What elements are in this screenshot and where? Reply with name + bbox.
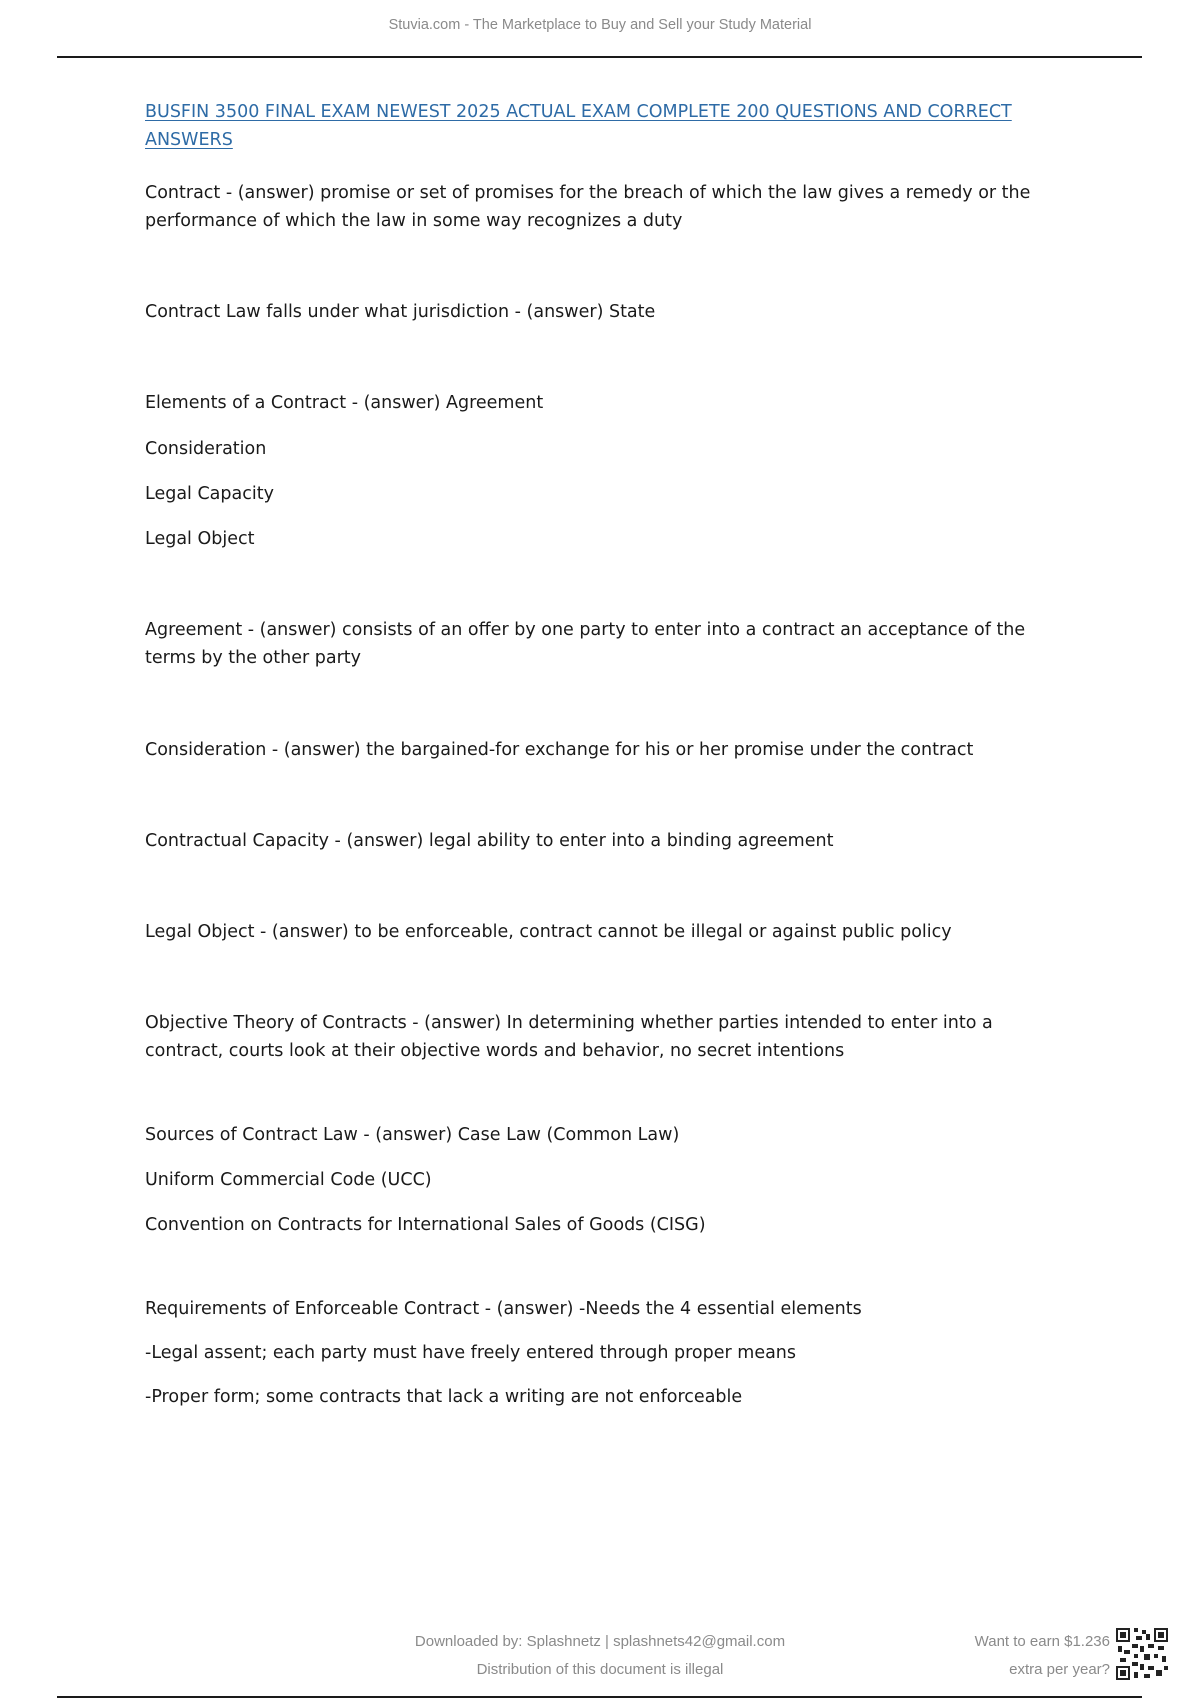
entry-line: Elements of a Contract - (answer) Agreement xyxy=(145,393,544,413)
qa-entry xyxy=(145,1295,1095,1411)
entry-line: contract, courts look at their objective words and behavior, no secret intentions xyxy=(145,1041,845,1061)
document-body xyxy=(145,98,1095,1411)
qa-entry xyxy=(145,827,1095,855)
entry-line: Legal Object - (answer) to be enforceable, contract cannot be illegal or against public policy xyxy=(145,922,952,942)
site-header: Stuvia.com - The Marketplace to Buy and Sell your Study Material xyxy=(388,17,812,33)
qa-entry xyxy=(145,918,1095,946)
qr-code-icon[interactable] xyxy=(1116,1628,1168,1680)
page-footer xyxy=(0,1628,1200,1688)
distribution-notice: Distribution of this document is illegal xyxy=(476,1661,724,1678)
entry-line: Legal Object xyxy=(145,529,255,549)
entry-line: Consideration - (answer) the bargained-for exchange for his or her promise under the contract xyxy=(145,740,974,760)
downloaded-by-text: Downloaded by: Splashnetz | splashnets42@gmail.com xyxy=(414,1633,786,1650)
entry-line: terms by the other party xyxy=(145,648,361,668)
qa-entry xyxy=(145,389,1095,553)
entry-line: Contractual Capacity - (answer) legal ability to enter into a binding agreement xyxy=(145,831,834,851)
entry-line: -Proper form; some contracts that lack a writing are not enforceable xyxy=(145,1387,743,1407)
footer-divider xyxy=(57,1696,1142,1698)
footer-download-info xyxy=(400,1628,800,1684)
qa-entry xyxy=(145,298,1095,326)
entry-line: performance of which the law in some way recognizes a duty xyxy=(145,211,683,231)
entry-line: Requirements of Enforceable Contract - (answer) -Needs the 4 essential elements xyxy=(145,1299,862,1319)
entry-line: Uniform Commercial Code (UCC) xyxy=(145,1170,432,1190)
earn-promo-line-1: Want to earn $1.236 xyxy=(974,1633,1110,1650)
header-divider xyxy=(57,56,1142,58)
entry-line: Sources of Contract Law - (answer) Case Law (Common Law) xyxy=(145,1125,680,1145)
qa-entry xyxy=(145,736,1095,764)
entry-line: Consideration xyxy=(145,439,267,459)
document-title: BUSFIN 3500 FINAL EXAM NEWEST 2025 ACTUAL EXAM COMPLETE 200 QUESTIONS AND CORRECT ANSWERS xyxy=(145,102,1012,150)
earn-promo[interactable] xyxy=(930,1628,1110,1684)
entry-line: Contract - (answer) promise or set of promises for the breach of which the law gives a remedy or the xyxy=(145,183,1031,203)
entry-line: -Legal assent; each party must have freely entered through proper means xyxy=(145,1343,797,1363)
qa-entry xyxy=(145,1121,1095,1239)
entry-line: Contract Law falls under what jurisdiction - (answer) State xyxy=(145,302,656,322)
qa-entry xyxy=(145,616,1095,672)
entry-line: Convention on Contracts for International Sales of Goods (CISG) xyxy=(145,1215,706,1235)
entry-line: Objective Theory of Contracts - (answer) In determining whether parties intended to enter into a xyxy=(145,1013,993,1033)
entry-line: Legal Capacity xyxy=(145,484,274,504)
qa-entry xyxy=(145,1009,1095,1065)
earn-promo-line-2: extra per year? xyxy=(1009,1661,1110,1678)
qa-entry xyxy=(145,179,1095,235)
entry-line: Agreement - (answer) consists of an offer by one party to enter into a contract an acceptance of the xyxy=(145,620,1026,640)
